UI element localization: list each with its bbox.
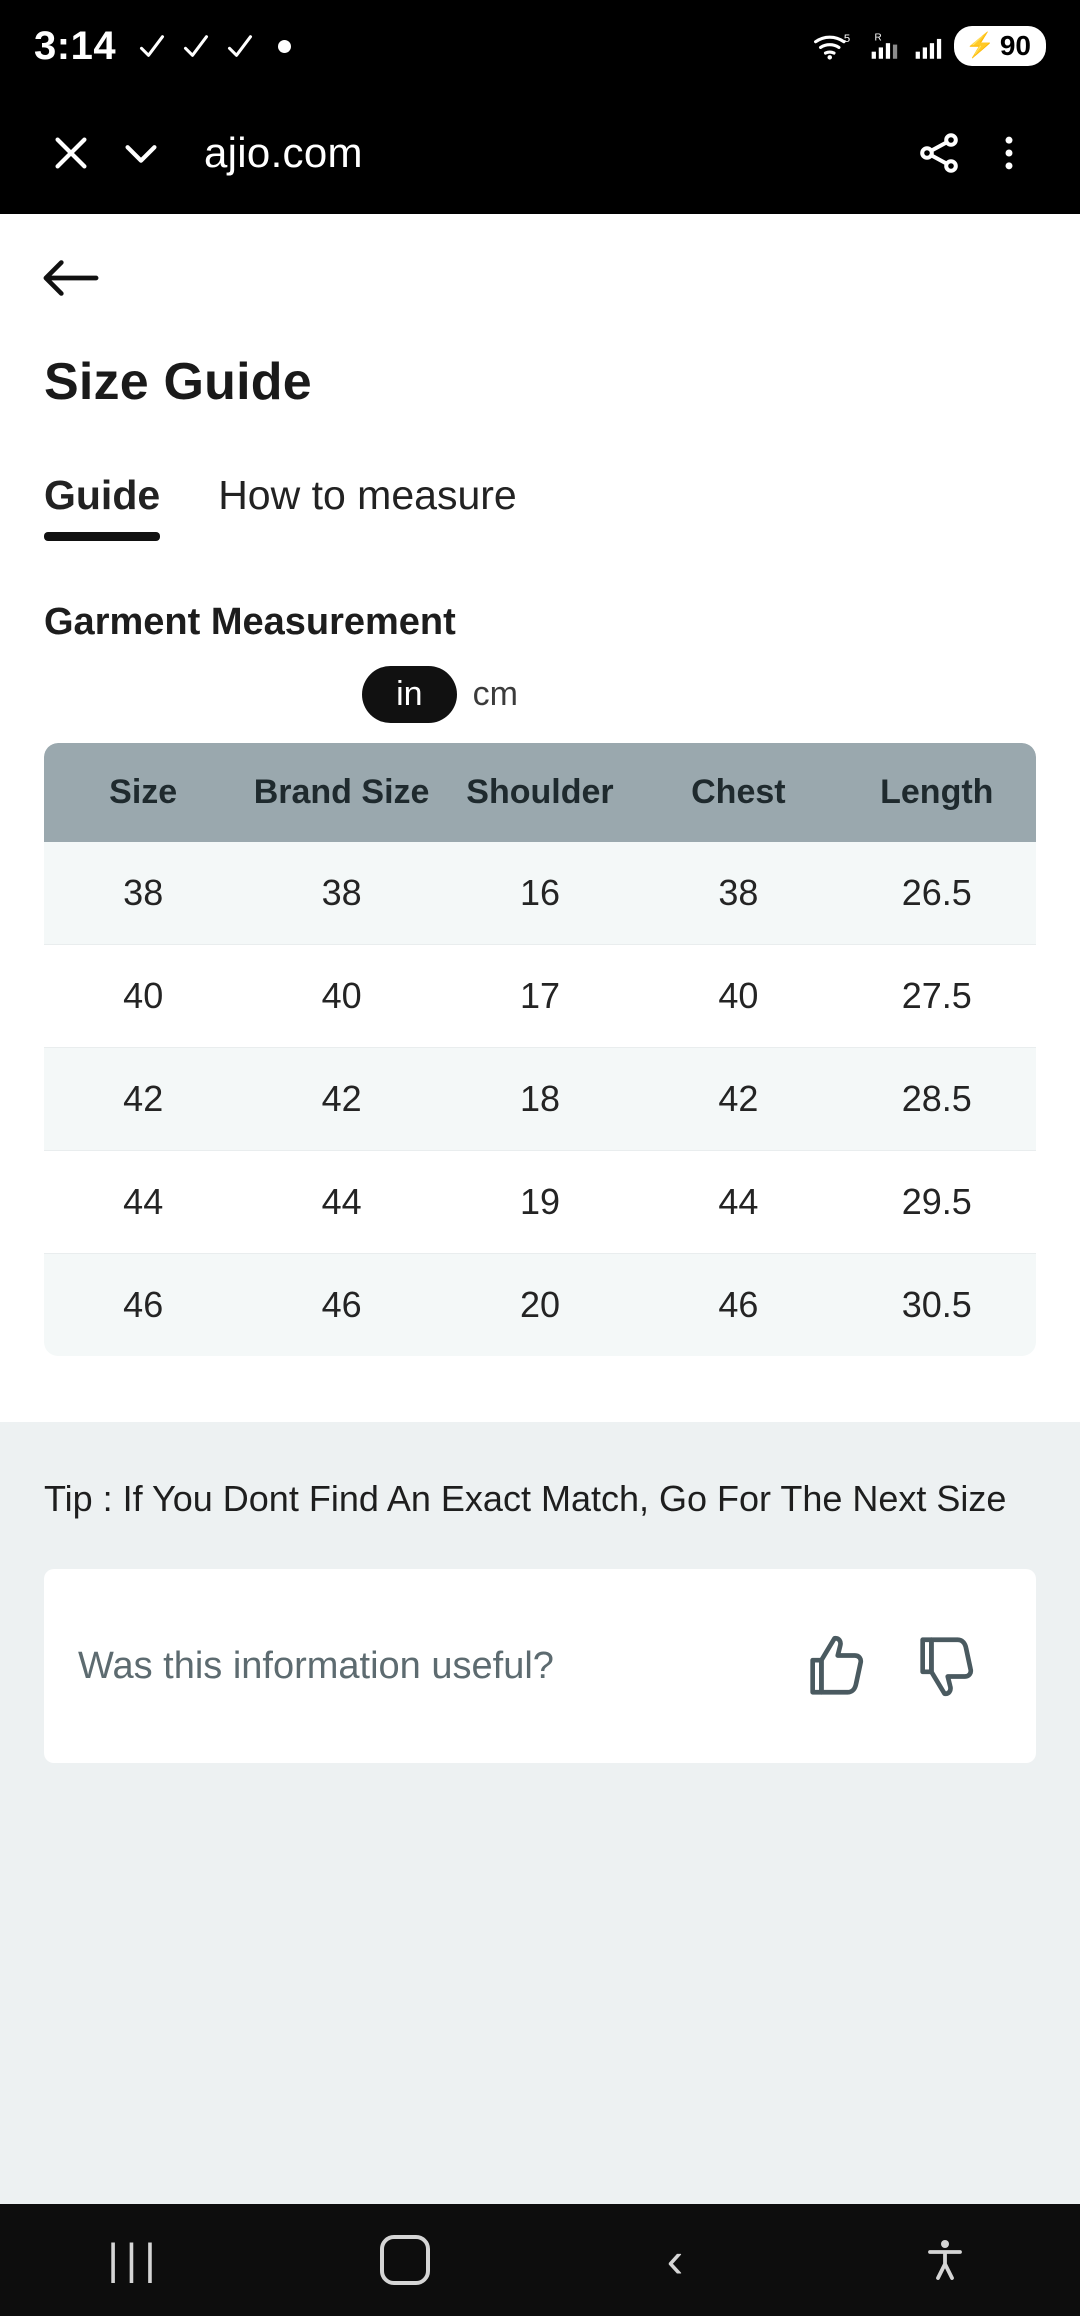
svg-text:5: 5 bbox=[843, 32, 851, 45]
cell-length: 28.5 bbox=[838, 1048, 1036, 1151]
page-title: Size Guide bbox=[44, 353, 312, 411]
tab-bar bbox=[0, 412, 1080, 541]
home-button[interactable] bbox=[335, 2204, 475, 2316]
cell-brand-size: 38 bbox=[242, 842, 440, 945]
table-row bbox=[44, 842, 1036, 945]
cell-chest: 42 bbox=[639, 1048, 837, 1151]
back-icon: ‹ bbox=[666, 2232, 684, 2288]
battery-level: 90 bbox=[999, 30, 1032, 61]
svg-text:R: R bbox=[874, 32, 882, 44]
check-icon bbox=[138, 32, 166, 60]
cell-brand-size: 46 bbox=[242, 1254, 440, 1357]
cell-length: 27.5 bbox=[838, 945, 1036, 1048]
status-notification-icons bbox=[138, 32, 291, 60]
system-navigation-bar bbox=[0, 2204, 1080, 2316]
cell-shoulder: 17 bbox=[441, 945, 639, 1048]
section-title: Garment Measurement bbox=[44, 601, 456, 643]
share-icon[interactable] bbox=[904, 118, 974, 188]
back-row bbox=[0, 214, 1080, 318]
close-icon[interactable] bbox=[36, 118, 106, 188]
accessibility-icon bbox=[921, 2236, 969, 2284]
cell-size: 46 bbox=[44, 1254, 242, 1357]
notification-dot-icon bbox=[278, 40, 291, 53]
overflow-menu-icon[interactable] bbox=[974, 118, 1044, 188]
url-label[interactable]: ajio.com bbox=[204, 129, 363, 176]
browser-toolbar bbox=[0, 92, 1080, 214]
cell-brand-size: 44 bbox=[242, 1151, 440, 1254]
status-clock: 3:14 bbox=[34, 23, 117, 68]
battery-charging-icon: ⚡ bbox=[964, 32, 995, 59]
signal-icon bbox=[910, 29, 944, 63]
column-header-brand-size: Brand Size bbox=[242, 743, 440, 842]
status-bar bbox=[0, 0, 1080, 92]
cell-chest: 44 bbox=[639, 1151, 837, 1254]
table-header-row bbox=[44, 743, 1036, 842]
cell-shoulder: 20 bbox=[441, 1254, 639, 1357]
cell-size: 38 bbox=[44, 842, 242, 945]
tab-how-to-measure[interactable]: How to measure bbox=[218, 472, 517, 518]
unit-option-cm[interactable]: cm bbox=[472, 675, 518, 714]
feedback-question: Was this information useful? bbox=[78, 1644, 554, 1687]
unit-toggle bbox=[0, 666, 1080, 723]
battery-indicator bbox=[954, 26, 1046, 66]
column-header-shoulder: Shoulder bbox=[441, 743, 639, 842]
cell-chest: 40 bbox=[639, 945, 837, 1048]
cell-size: 44 bbox=[44, 1151, 242, 1254]
cell-brand-size: 40 bbox=[242, 945, 440, 1048]
back-arrow-icon[interactable] bbox=[42, 258, 1080, 298]
back-button[interactable] bbox=[605, 2204, 745, 2316]
check-icon bbox=[182, 32, 210, 60]
size-table-wrapper bbox=[44, 743, 1036, 1356]
cell-shoulder: 16 bbox=[441, 842, 639, 945]
column-header-length: Length bbox=[838, 743, 1036, 842]
cell-length: 29.5 bbox=[838, 1151, 1036, 1254]
column-header-size: Size bbox=[44, 743, 242, 842]
cell-length: 26.5 bbox=[838, 842, 1036, 945]
unit-option-in[interactable]: in bbox=[362, 666, 456, 723]
chevron-down-icon[interactable] bbox=[106, 118, 176, 188]
table-row bbox=[44, 1048, 1036, 1151]
recents-icon: ||| bbox=[107, 2235, 163, 2284]
accessibility-button[interactable] bbox=[875, 2204, 1015, 2316]
thumbs-up-icon[interactable] bbox=[790, 1620, 882, 1712]
cell-shoulder: 18 bbox=[441, 1048, 639, 1151]
recents-button[interactable] bbox=[65, 2204, 205, 2316]
feedback-card bbox=[44, 1569, 1036, 1763]
cell-chest: 46 bbox=[639, 1254, 837, 1357]
signal-roaming-icon bbox=[866, 29, 900, 63]
table-row bbox=[44, 1254, 1036, 1357]
tip-text: Tip : If You Dont Find An Exact Match, Go For The Next Size bbox=[44, 1478, 1007, 1520]
bottom-panel bbox=[0, 1422, 1080, 2204]
cell-shoulder: 19 bbox=[441, 1151, 639, 1254]
cell-chest: 38 bbox=[639, 842, 837, 945]
home-icon bbox=[380, 2235, 430, 2285]
page-content bbox=[0, 214, 1080, 2204]
size-table bbox=[44, 743, 1036, 1356]
cell-length: 30.5 bbox=[838, 1254, 1036, 1357]
cell-brand-size: 42 bbox=[242, 1048, 440, 1151]
cell-size: 42 bbox=[44, 1048, 242, 1151]
thumbs-down-icon[interactable] bbox=[900, 1620, 992, 1712]
tab-guide[interactable]: Guide bbox=[44, 472, 160, 541]
table-row bbox=[44, 945, 1036, 1048]
status-system-icons bbox=[812, 26, 1046, 66]
column-header-chest: Chest bbox=[639, 743, 837, 842]
check-icon bbox=[226, 32, 254, 60]
wifi-icon bbox=[812, 29, 856, 63]
cell-size: 40 bbox=[44, 945, 242, 1048]
table-row bbox=[44, 1151, 1036, 1254]
